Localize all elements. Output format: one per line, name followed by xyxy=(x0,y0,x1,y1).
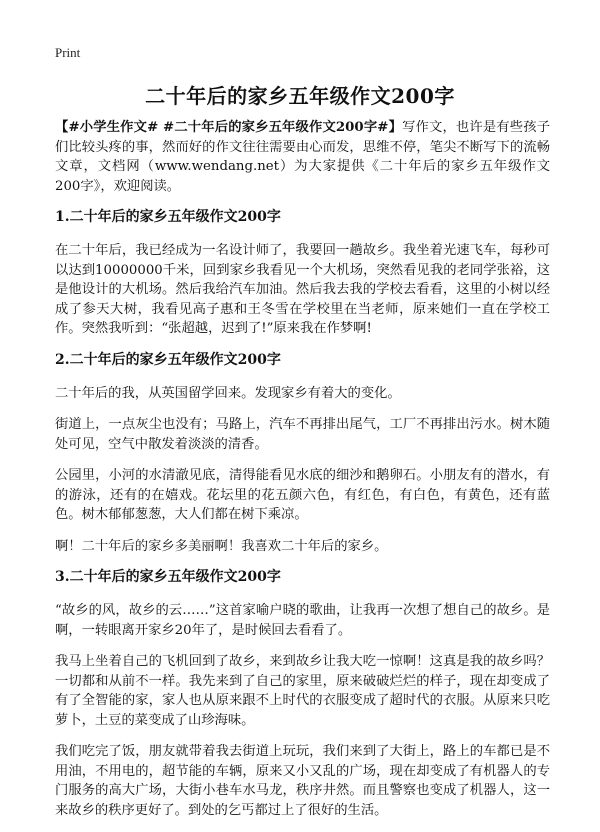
section-2-paragraph: 啊！二十年后的家乡多美丽啊！我喜欢二十年后的家乡。 xyxy=(55,538,388,554)
section-3-paragraph: 我们吃完了饭，朋友就带着我去街道上玩玩，我们来到了大街上，路上的车都已是不用油，不用电的，超节能的车辆，原来又小又乱的广场，现在却变成了有机器人的专门服务的高大广场，大街小巷车水马龙，秩序井然。而且警察也变成了机器人，这一来故乡的秩序更好了。到处的乞丐都过上了很好的生活。 xyxy=(55,744,550,818)
section-2-paragraph: 街道上，一点灰尘也没有；马路上，汽车不再排出尾气，工厂不再排出污水。树木随处可见，空气中散发着淡淡的清香。 xyxy=(55,417,550,452)
article-content xyxy=(55,118,550,832)
intro-tags: 【#小学生作文# #二十年后的家乡五年级作文200字#】 xyxy=(55,120,403,135)
section-heading-2: 2.二十年后的家乡五年级作文200字 xyxy=(55,351,281,368)
section-heading-1: 1.二十年后的家乡五年级作文200字 xyxy=(55,209,281,225)
page-title: 二十年后的家乡五年级作文200字 xyxy=(145,84,455,108)
intro-text: 写作文，也许是有些孩子们比较头疼的事，然而好的作文往往需要由心而发，思维不停，笔尖不断写下的流畅文章，文档网（www.wendang.net）为大家提供《二十年后的家乡五年级作文200字》，欢迎阅读。 xyxy=(55,120,550,194)
section-2-paragraph: 二十年后的我，从英国留学回来。发现家乡有着大的变化。 xyxy=(55,385,401,401)
section-3-paragraph: “故乡的风，故乡的云……”这首家喻户晓的歌曲，让我再一次想了想自己的故乡。是啊，一转眼离开家乡20年了，是时候回去看看了。 xyxy=(55,603,550,638)
section-3-paragraph: 我马上坐着自己的飞机回到了故乡，来到故乡让我大吃一惊啊！这真是我的故乡吗？一切都和从前不一样。我先来到了自己的家里，原来破破烂烂的样子，现在却变成了有了全智能的家，家人也从原来跟不上时代的衣服变成了超时代的衣服。从原来只吃萝卜，土豆的菜变成了山珍海味。 xyxy=(55,654,550,728)
section-2-paragraph: 公园里，小河的水清澈见底，清得能看见水底的细沙和鹅卵石。小朋友有的潜水，有的游泳，还有的在嬉戏。花坛里的花五颜六色，有红色，有白色，有黄色，还有蓝色。树木郁郁葱葱，大人们都在树下乘凉。 xyxy=(55,468,550,522)
section-1-paragraph: 在二十年后，我已经成为一名设计师了，我要回一趟故乡。我坐着光速飞车，每秒可以达到10000000千米，回到家乡我看见一个大机场，突然看见我的老同学张裕，这是他设计的大机场。然后我给汽车加油。然后我去我的学校去看看，这里的小树以经成了参天大树，我看见高子惠和王冬雪在学校里在当老师，原来她们一直在学校工作。突然我听到：“张超越，迟到了!”原来我在作梦啊! xyxy=(55,243,550,336)
intro-paragraph xyxy=(55,118,550,196)
print-link[interactable]: Print xyxy=(55,45,81,60)
section-heading-3: 3.二十年后的家乡五年级作文200字 xyxy=(55,569,281,585)
